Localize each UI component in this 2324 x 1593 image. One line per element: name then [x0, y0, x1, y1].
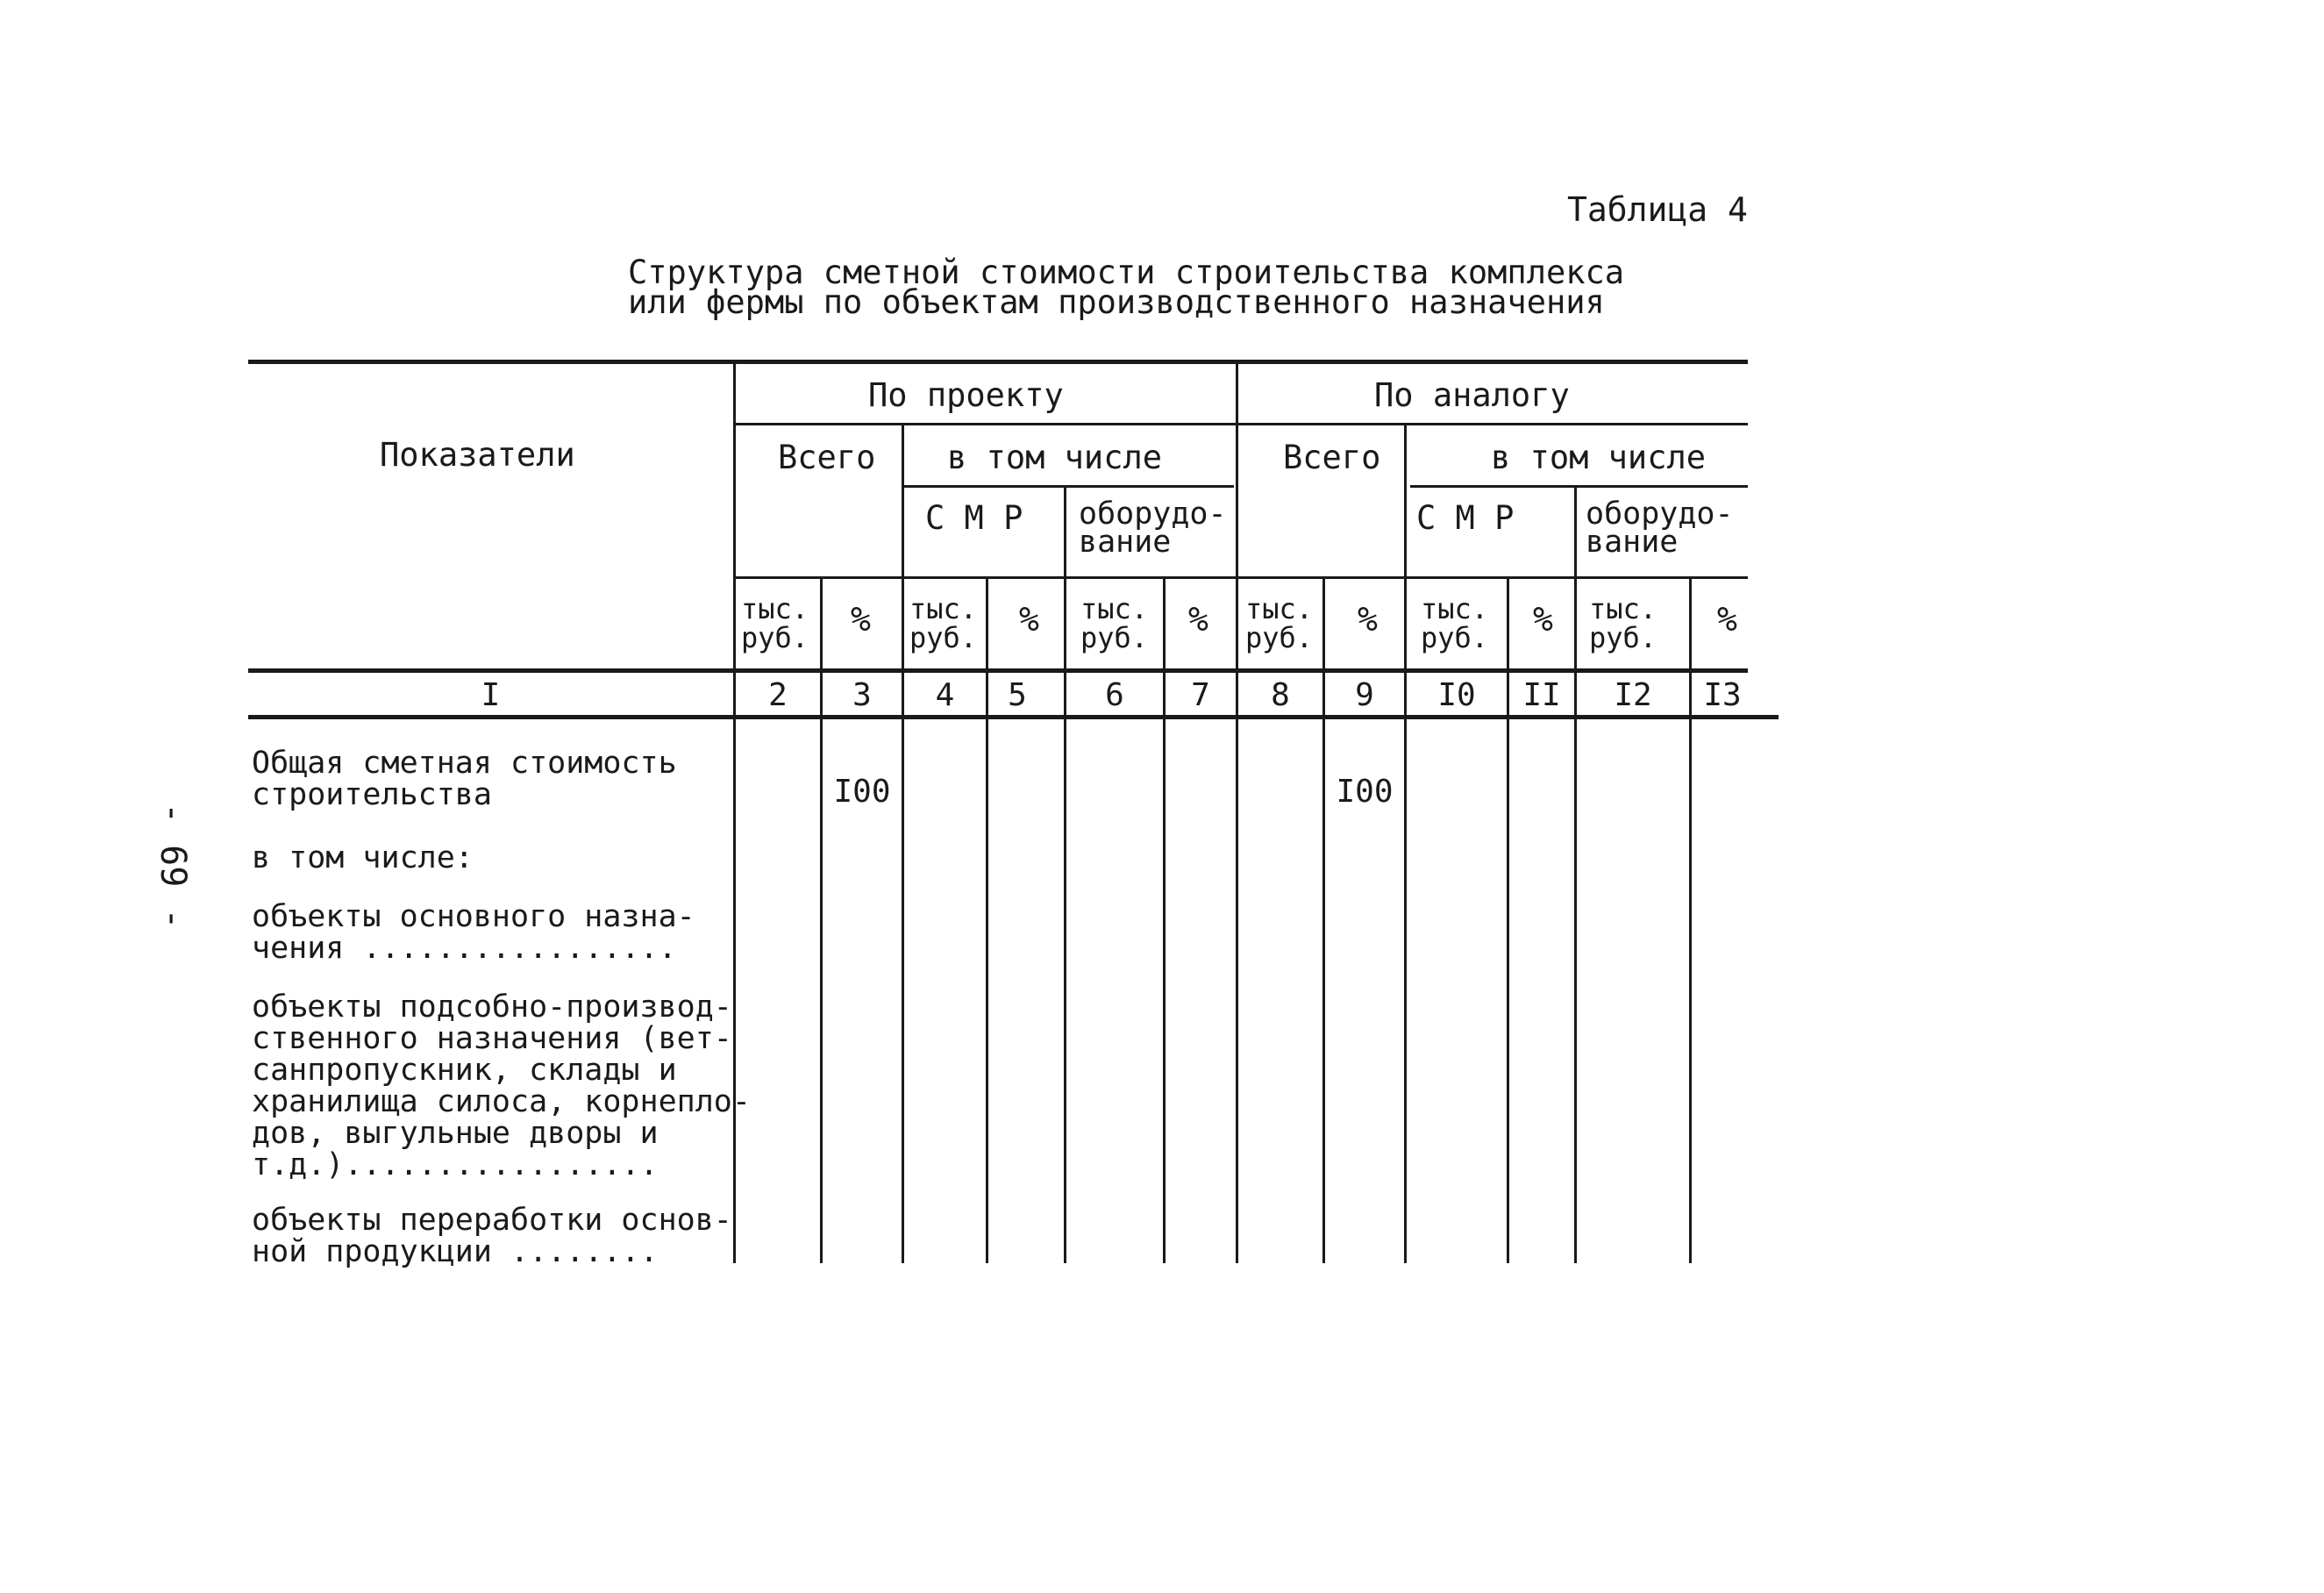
- col-line-11: [1574, 485, 1577, 1263]
- header-analog-equipment: оборудо- вание: [1586, 496, 1734, 560]
- header-analog-total: Всего: [1283, 439, 1381, 476]
- table-title-line-1: Структура сметной стоимости строительства комплекса: [628, 254, 1625, 291]
- row-label: объекты подсобно-производ- ственного назначения (вет- санпропускник, склады и хранилища силоса, корнепло- дов, выгульные дворы и т.д.).................: [252, 989, 751, 1182]
- unit-thous-rub-2: тыс. руб.: [741, 592, 809, 654]
- header-by-analog: По аналогу: [1374, 376, 1570, 414]
- row-label: в том числе:: [252, 840, 474, 875]
- header-project-including: в том числе: [947, 439, 1163, 476]
- column-number-10: I0: [1437, 677, 1476, 713]
- row-label: Общая сметная стоимость строительства: [252, 746, 677, 812]
- column-number-12: I2: [1614, 677, 1652, 713]
- row-label: объекты основного назна- чения .................: [252, 899, 695, 966]
- rule-above-column-numbers: [248, 668, 1748, 673]
- column-number-2: 2: [768, 677, 788, 713]
- column-number-8: 8: [1271, 677, 1290, 713]
- column-number-3: 3: [852, 677, 872, 713]
- column-number-7: 7: [1191, 677, 1210, 713]
- unit-thous-rub-8: тыс. руб.: [1245, 592, 1314, 654]
- table-title-line-2: или фермы по объектам производственного назначения: [628, 283, 1605, 321]
- page-number: - 69 -: [153, 803, 193, 930]
- rule-below-column-numbers: [248, 715, 1779, 719]
- header-project-total: Всего: [778, 439, 876, 476]
- col-line-5: [1064, 485, 1066, 1263]
- unit-percent-5: %: [1019, 600, 1039, 639]
- col-line-9: [1404, 423, 1407, 1263]
- header-project-smr: С М Р: [925, 499, 1023, 537]
- column-number-5: 5: [1008, 677, 1027, 713]
- header-project-equipment: оборудо- вание: [1079, 496, 1227, 560]
- column-number-6: 6: [1105, 677, 1124, 713]
- column-number-9: 9: [1355, 677, 1374, 713]
- rule-under-group: [735, 423, 1748, 425]
- analog-percent-cell: I00: [1336, 774, 1394, 810]
- project-percent-cell: I00: [833, 774, 891, 810]
- header-by-project: По проекту: [868, 376, 1064, 414]
- col-line-3: [902, 423, 904, 1263]
- header-analog-smr: С М Р: [1416, 499, 1515, 537]
- unit-thous-rub-6: тыс. руб.: [1080, 592, 1149, 654]
- rule-under-including-analog: [1410, 485, 1748, 488]
- unit-percent-9: %: [1358, 600, 1378, 639]
- unit-thous-rub-12: тыс. руб.: [1589, 592, 1657, 654]
- header-indicators: Показатели: [380, 436, 575, 474]
- rule-under-subheaders: [735, 576, 1748, 579]
- unit-percent-7: %: [1188, 600, 1208, 639]
- unit-percent-13: %: [1717, 600, 1737, 639]
- unit-percent-3: %: [851, 600, 871, 639]
- col-line-7: [1236, 360, 1238, 1263]
- column-number-11: II: [1522, 677, 1561, 713]
- column-number-13: I3: [1703, 677, 1742, 713]
- header-analog-including: в том числе: [1491, 439, 1707, 476]
- unit-thous-rub-4: тыс. руб.: [909, 592, 978, 654]
- rule-under-including-project: [903, 485, 1234, 488]
- table-top-rule: [248, 360, 1748, 364]
- column-number-1: I: [481, 677, 501, 713]
- row-label: объекты переработки основ- ной продукции ........: [252, 1203, 732, 1269]
- column-number-4: 4: [935, 677, 955, 713]
- table-label: Таблица 4: [1567, 190, 1748, 229]
- unit-thous-rub-10: тыс. руб.: [1421, 592, 1489, 654]
- unit-percent-11: %: [1533, 600, 1553, 639]
